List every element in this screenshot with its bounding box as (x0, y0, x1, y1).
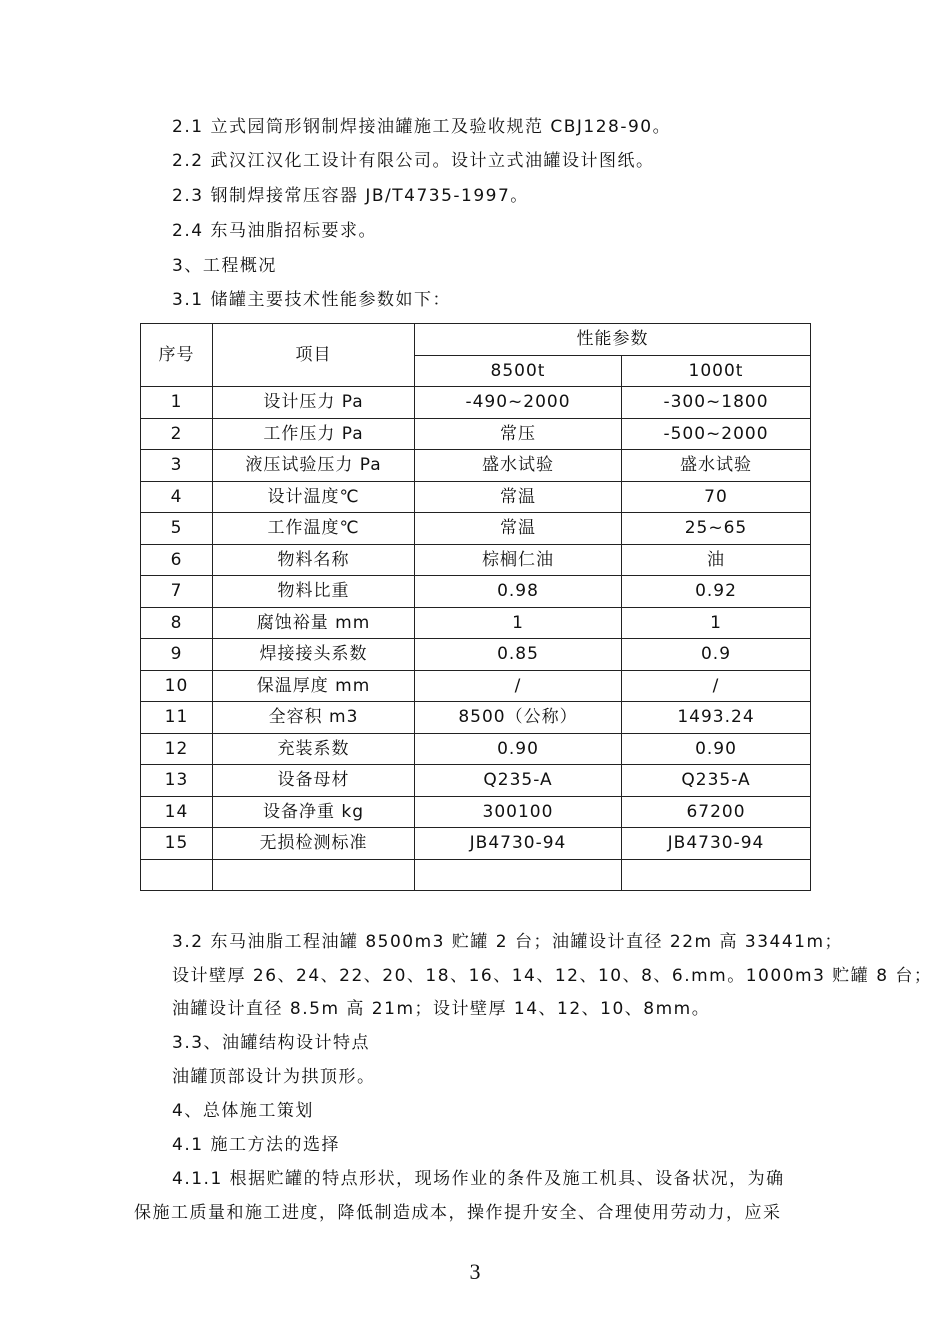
cell-8500t: 0.90 (415, 733, 622, 765)
cell-8500t: JB4730-94 (415, 828, 622, 860)
cell-no: 12 (141, 733, 213, 765)
cell-8500t: 常温 (415, 481, 622, 513)
table-row (141, 733, 811, 765)
cell-no (141, 859, 213, 891)
table-row (141, 576, 811, 608)
cell-item: 保温厚度 mm (213, 670, 415, 702)
pre-line-1: 2.1 立式园筒形钢制焊接油罐施工及验收规范 CBJ128-90。 (172, 117, 672, 137)
para-4-1-1-line-2: 保施工质量和施工进度，降低制造成本，操作提升安全、合理使用劳动力，应采 (134, 1203, 782, 1223)
subsection-heading-3-1: 3.1 储罐主要技术性能参数如下： (172, 290, 451, 310)
section-heading-4: 4、总体施工策划 (172, 1101, 314, 1121)
cell-1000t: 油 (622, 544, 811, 576)
cell-no: 10 (141, 670, 213, 702)
cell-8500t: 1 (415, 607, 622, 639)
cell-1000t: 1493.24 (622, 702, 811, 734)
cell-no: 2 (141, 418, 213, 450)
cell-1000t (622, 859, 811, 891)
header-item: 项目 (213, 324, 415, 387)
cell-item: 液压试验压力 Pa (213, 450, 415, 482)
spec-table (140, 323, 811, 891)
cell-no: 7 (141, 576, 213, 608)
cell-item: 物料名称 (213, 544, 415, 576)
cell-item: 工作温度℃ (213, 513, 415, 545)
table-row (141, 670, 811, 702)
cell-item: 腐蚀裕量 mm (213, 607, 415, 639)
pre-line-3: 2.3 钢制焊接常压容器 JB/T4735-1997。 (172, 186, 529, 206)
cell-no: 11 (141, 702, 213, 734)
cell-item: 工作压力 Pa (213, 418, 415, 450)
section-heading-3-3: 3.3、油罐结构设计特点 (172, 1033, 371, 1053)
cell-item: 无损检测标准 (213, 828, 415, 860)
table-row (141, 639, 811, 671)
cell-8500t (415, 859, 622, 891)
section-heading-4-1: 4.1 施工方法的选择 (172, 1135, 340, 1155)
cell-1000t: / (622, 670, 811, 702)
cell-8500t: 300100 (415, 796, 622, 828)
header-no: 序号 (141, 324, 213, 387)
cell-8500t: -490~2000 (415, 387, 622, 419)
header-8500t: 8500t (415, 355, 622, 387)
cell-item (213, 859, 415, 891)
table-row (141, 702, 811, 734)
pre-line-2: 2.2 武汉江汉化工设计有限公司。设计立式油罐设计图纸。 (172, 151, 655, 171)
cell-8500t: 盛水试验 (415, 450, 622, 482)
section-heading-3: 3、工程概况 (172, 256, 277, 276)
cell-no: 6 (141, 544, 213, 576)
cell-no: 5 (141, 513, 213, 545)
cell-1000t: 0.90 (622, 733, 811, 765)
cell-1000t: -300~1800 (622, 387, 811, 419)
cell-1000t: 70 (622, 481, 811, 513)
cell-no: 4 (141, 481, 213, 513)
cell-1000t: 1 (622, 607, 811, 639)
cell-no: 9 (141, 639, 213, 671)
cell-8500t: 0.98 (415, 576, 622, 608)
table-row (141, 828, 811, 860)
cell-8500t: / (415, 670, 622, 702)
cell-1000t: JB4730-94 (622, 828, 811, 860)
para-3-2-line-1: 3.2 东马油脂工程油罐 8500m3 贮罐 2 台；油罐设计直径 22m 高 33441m； (172, 932, 844, 952)
cell-item: 设备净重 kg (213, 796, 415, 828)
cell-1000t: 0.92 (622, 576, 811, 608)
para-3-2-line-3: 油罐设计直径 8.5m 高 21m；设计壁厚 14、12、10、8mm。 (172, 999, 711, 1019)
table-row (141, 418, 811, 450)
cell-no: 3 (141, 450, 213, 482)
cell-8500t: 常压 (415, 418, 622, 450)
table-row (141, 796, 811, 828)
cell-1000t: 0.9 (622, 639, 811, 671)
cell-1000t: 67200 (622, 796, 811, 828)
cell-no: 1 (141, 387, 213, 419)
cell-item: 设备母材 (213, 765, 415, 797)
cell-item: 设计温度℃ (213, 481, 415, 513)
table-row (141, 765, 811, 797)
cell-no: 14 (141, 796, 213, 828)
cell-item: 焊接接头系数 (213, 639, 415, 671)
cell-8500t: Q235-A (415, 765, 622, 797)
cell-1000t: 盛水试验 (622, 450, 811, 482)
cell-8500t: 常温 (415, 513, 622, 545)
cell-item: 充装系数 (213, 733, 415, 765)
table-row (141, 387, 811, 419)
cell-no: 15 (141, 828, 213, 860)
table-row (141, 450, 811, 482)
para-3-3: 油罐顶部设计为拱顶形。 (172, 1067, 376, 1087)
cell-8500t: 棕榈仁油 (415, 544, 622, 576)
header-performance: 性能参数 (415, 324, 811, 356)
cell-item: 设计压力 Pa (213, 387, 415, 419)
para-4-1-1-line-1: 4.1.1 根据贮罐的特点形状，现场作业的条件及施工机具、设备状况，为确 (172, 1169, 785, 1189)
header-1000t: 1000t (622, 355, 811, 387)
cell-1000t: 25~65 (622, 513, 811, 545)
cell-item: 全容积 m3 (213, 702, 415, 734)
table-row (141, 859, 811, 891)
table-row (141, 607, 811, 639)
para-3-2-line-2: 设计壁厚 26、24、22、20、18、16、14、12、10、8、6.mm。1000m3 贮罐 8 台； (172, 966, 933, 986)
cell-no: 13 (141, 765, 213, 797)
pre-line-4: 2.4 东马油脂招标要求。 (172, 221, 377, 241)
cell-item: 物料比重 (213, 576, 415, 608)
table-row (141, 481, 811, 513)
cell-1000t: Q235-A (622, 765, 811, 797)
table-header-row (141, 324, 811, 356)
page-number: 3 (469, 1259, 481, 1284)
table-row (141, 513, 811, 545)
cell-no: 8 (141, 607, 213, 639)
cell-1000t: -500~2000 (622, 418, 811, 450)
table-row (141, 544, 811, 576)
cell-8500t: 0.85 (415, 639, 622, 671)
cell-8500t: 8500（公称） (415, 702, 622, 734)
